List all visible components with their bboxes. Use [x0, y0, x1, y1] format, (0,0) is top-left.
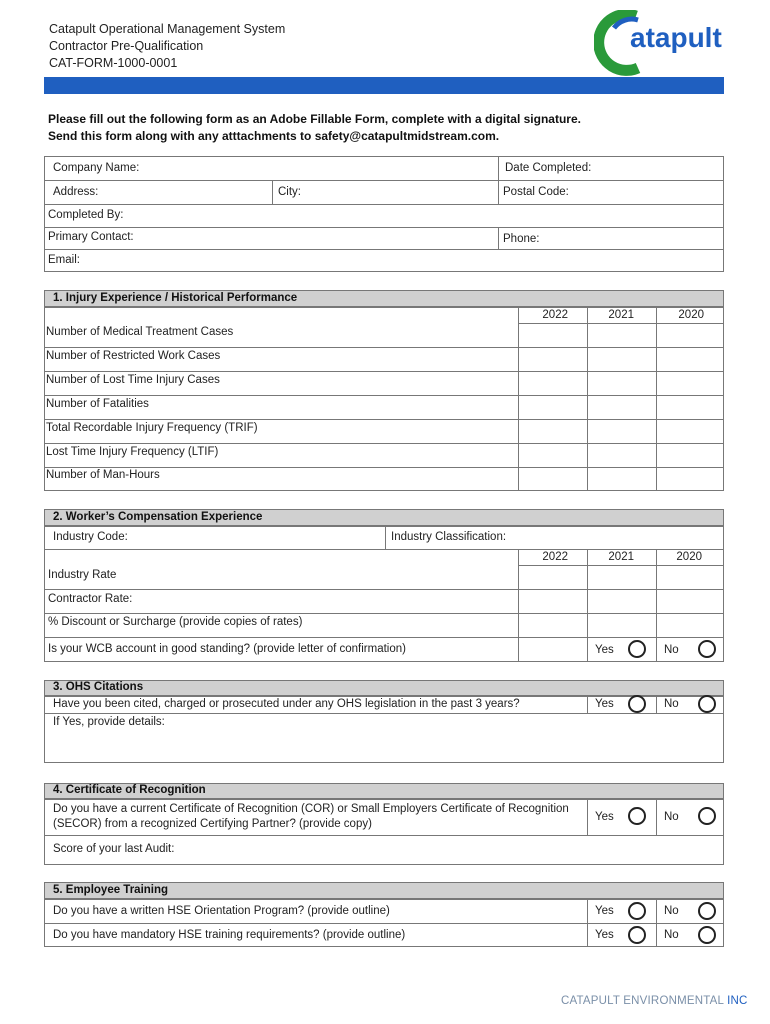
- s1-row-label: Number of Man-Hours: [46, 469, 160, 481]
- wcb-yes-label: Yes: [595, 644, 614, 656]
- cor-yes-label: Yes: [595, 811, 614, 823]
- s2-row-label: Contractor Rate:: [48, 593, 133, 605]
- ohs-question: Have you been cited, charged or prosecuted under any OHS legislation in the past 3 years?: [53, 698, 520, 710]
- wcb-standing-question: Is your WCB account in good standing? (provide letter of confirmation): [48, 643, 406, 655]
- address-field[interactable]: Address:: [53, 186, 99, 198]
- s1-row-label: Lost Time Injury Frequency (LTIF): [46, 446, 219, 458]
- instructions-line-1: Please fill out the following form as an Adobe Fillable Form, complete with a digital signature.: [48, 112, 581, 126]
- section-1-title: 1. Injury Experience / Historical Performance: [53, 292, 298, 304]
- section-3-title: 3. OHS Citations: [53, 681, 144, 693]
- cor-no-label: No: [664, 811, 679, 823]
- s1-row-label: Number of Restricted Work Cases: [46, 350, 221, 362]
- s2-year-2020: 2020: [676, 551, 702, 563]
- cor-question-line-2: (SECOR) from a recognized Certifying Partner? (provide copy): [53, 818, 372, 830]
- wcb-no-radio[interactable]: [698, 640, 716, 658]
- footer-company-name: CATAPULT ENVIRONMENTAL: [561, 995, 728, 1007]
- footer-company-suffix: INC: [727, 995, 748, 1007]
- section-5-title: 5. Employee Training: [53, 884, 169, 896]
- footer-company: [561, 995, 747, 1007]
- postal-code-field[interactable]: Postal Code:: [503, 186, 569, 198]
- s2-row-label: % Discount or Surcharge (provide copies of rates): [48, 616, 303, 628]
- completed-by-field[interactable]: Completed By:: [48, 209, 124, 221]
- industry-code-field[interactable]: Industry Code:: [53, 531, 128, 543]
- s1-row-label: Number of Medical Treatment Cases: [46, 326, 234, 338]
- orientation-yes-label: Yes: [595, 905, 614, 917]
- form-id: CAT-FORM-1000-0001: [49, 56, 178, 70]
- city-field[interactable]: City:: [278, 186, 301, 198]
- wcb-table: [44, 526, 724, 662]
- date-completed-field[interactable]: Date Completed:: [505, 162, 592, 174]
- mandatory-training-yes-radio[interactable]: [628, 926, 646, 944]
- header-blue-bar: [44, 77, 724, 94]
- phone-field[interactable]: Phone:: [503, 233, 540, 245]
- primary-contact-field[interactable]: Primary Contact:: [48, 231, 134, 243]
- system-title: Catapult Operational Management System: [49, 22, 286, 36]
- ohs-yes-label: Yes: [595, 698, 614, 710]
- audit-score-field[interactable]: Score of your last Audit:: [53, 843, 175, 855]
- wcb-yes-radio[interactable]: [628, 640, 646, 658]
- s2-row-label: Industry Rate: [48, 569, 117, 581]
- s1-row-label: Number of Fatalities: [46, 398, 149, 410]
- section-2-title: 2. Worker’s Compensation Experience: [53, 511, 263, 523]
- mandatory-training-no-radio[interactable]: [698, 926, 716, 944]
- mandatory-training-yes-label: Yes: [595, 929, 614, 941]
- s1-row-label: Number of Lost Time Injury Cases: [46, 374, 220, 386]
- s1-row-label: Total Recordable Injury Frequency (TRIF): [46, 422, 258, 434]
- ohs-details-field[interactable]: If Yes, provide details:: [53, 716, 165, 728]
- orientation-yes-radio[interactable]: [628, 902, 646, 920]
- industry-classification-field[interactable]: Industry Classification:: [391, 531, 507, 543]
- ohs-no-label: No: [664, 698, 679, 710]
- s1-year-2022: 2022: [542, 309, 568, 321]
- form-subtitle: Contractor Pre-Qualification: [49, 39, 204, 53]
- cor-no-radio[interactable]: [698, 807, 716, 825]
- cor-question-line-1: Do you have a current Certificate of Recognition (COR) or Small Employers Certificate of Recognition: [53, 803, 569, 815]
- orientation-no-radio[interactable]: [698, 902, 716, 920]
- catapult-logo: [594, 10, 734, 76]
- company-name-field[interactable]: Company Name:: [53, 162, 140, 174]
- training-question: Do you have a written HSE Orientation Program? (provide outline): [53, 905, 390, 917]
- email-field[interactable]: Email:: [48, 254, 80, 266]
- s2-year-2022: 2022: [542, 551, 568, 563]
- ohs-yes-radio[interactable]: [628, 695, 646, 713]
- logo-wordmark: atapult: [630, 22, 722, 53]
- cor-yes-radio[interactable]: [628, 807, 646, 825]
- section-4-title: 4. Certificate of Recognition: [53, 784, 206, 796]
- wcb-no-label: No: [664, 644, 679, 656]
- mandatory-training-no-label: No: [664, 929, 679, 941]
- s1-year-2020: 2020: [678, 309, 704, 321]
- ohs-no-radio[interactable]: [698, 695, 716, 713]
- orientation-no-label: No: [664, 905, 679, 917]
- training-question: Do you have mandatory HSE training requirements? (provide outline): [53, 929, 406, 941]
- instructions-line-2: Send this form along with any atttachments to safety@catapultmidstream.com.: [48, 129, 500, 143]
- section-3-header: [44, 680, 724, 696]
- s1-year-2021: 2021: [608, 309, 634, 321]
- company-info-box: [44, 156, 724, 272]
- s2-year-2021: 2021: [608, 551, 634, 563]
